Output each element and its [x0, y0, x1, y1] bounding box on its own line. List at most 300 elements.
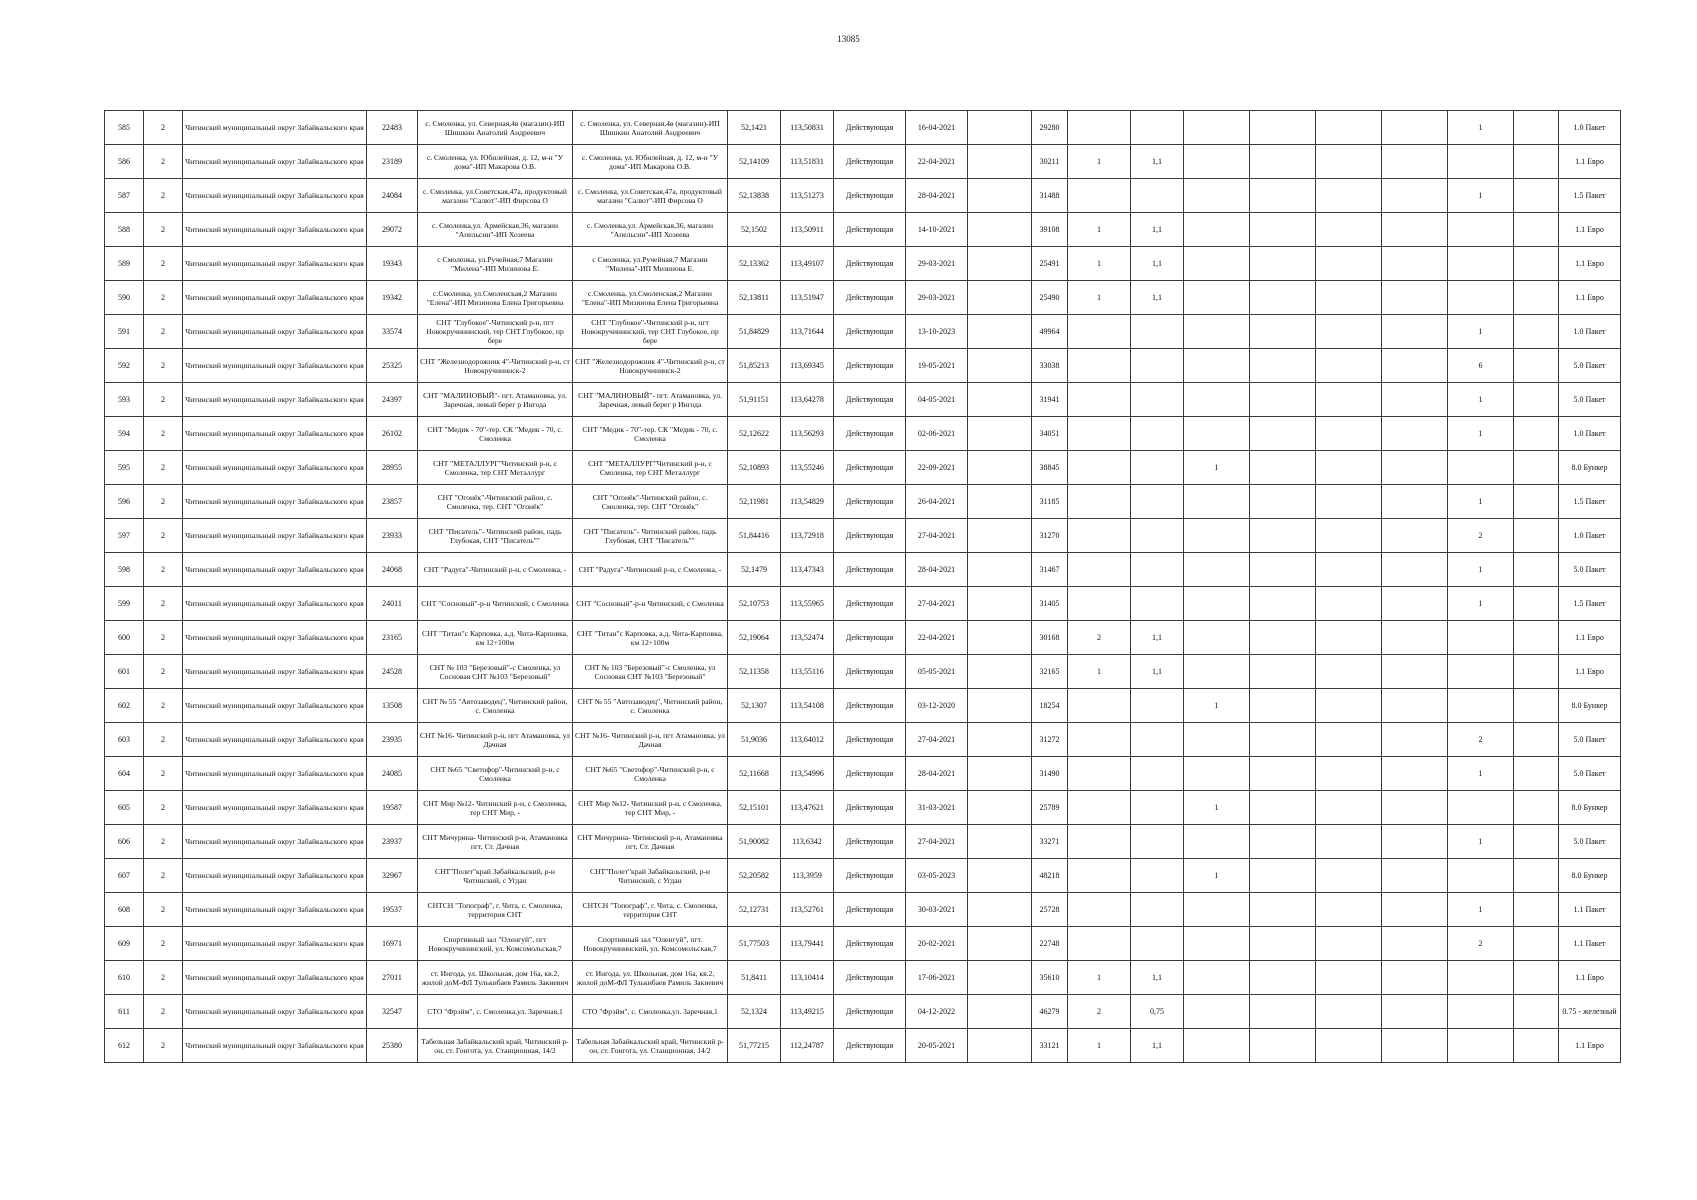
container-count-cell: 1	[1068, 247, 1131, 281]
empty-cell	[1316, 995, 1382, 1029]
empty-cell	[1250, 791, 1316, 825]
empty-cell	[1250, 825, 1316, 859]
row-number-cell: 601	[105, 655, 144, 689]
table-row	[105, 961, 1621, 995]
empty-cell	[968, 655, 1032, 689]
latitude-cell: 51,85213	[728, 349, 781, 383]
empty-cell	[1316, 757, 1382, 791]
code-cell: 2	[144, 757, 183, 791]
container-sites-table	[104, 110, 1621, 1063]
empty-cell	[968, 281, 1032, 315]
empty-cell	[1382, 111, 1448, 145]
site-id-cell: 24084	[367, 179, 418, 213]
registry-number-cell: 31405	[1032, 587, 1068, 621]
site-id-cell: 33574	[367, 315, 418, 349]
empty-cell	[1514, 893, 1559, 927]
registry-number-cell: 30211	[1032, 145, 1068, 179]
site-id-cell: 23189	[367, 145, 418, 179]
bunker-count-cell	[1184, 281, 1250, 315]
owner-address-cell: с. Смоленка, ул. Юбилейная, д. 12, м-н "У дома"-ИП Макарова О.В.	[573, 145, 728, 179]
longitude-cell: 113,56293	[781, 417, 834, 451]
container-type-cell: 5.0 Пакет	[1559, 825, 1621, 859]
empty-cell	[968, 995, 1032, 1029]
package-count-cell: 1	[1448, 825, 1514, 859]
container-count-cell: 1	[1068, 145, 1131, 179]
empty-cell	[1514, 587, 1559, 621]
row-number-cell: 599	[105, 587, 144, 621]
latitude-cell: 52,11668	[728, 757, 781, 791]
empty-cell	[1382, 213, 1448, 247]
empty-cell	[1316, 179, 1382, 213]
latitude-cell: 52,13838	[728, 179, 781, 213]
package-count-cell: 1	[1448, 315, 1514, 349]
latitude-cell: 52,11358	[728, 655, 781, 689]
empty-cell	[1514, 451, 1559, 485]
empty-cell	[1382, 451, 1448, 485]
owner-address-cell: СНТ "Писатель"- Читинский район, падь Глубокая, СНТ "Писатель""	[573, 519, 728, 553]
empty-cell	[1382, 145, 1448, 179]
empty-cell	[968, 315, 1032, 349]
container-volume-cell	[1131, 111, 1184, 145]
empty-cell	[1382, 893, 1448, 927]
package-count-cell: 1	[1448, 553, 1514, 587]
code-cell: 2	[144, 417, 183, 451]
empty-cell	[968, 757, 1032, 791]
code-cell: 2	[144, 553, 183, 587]
latitude-cell: 52,1307	[728, 689, 781, 723]
site-id-cell: 16971	[367, 927, 418, 961]
registry-number-cell: 39108	[1032, 213, 1068, 247]
empty-cell	[1250, 587, 1316, 621]
empty-cell	[1250, 145, 1316, 179]
bunker-count-cell	[1184, 621, 1250, 655]
empty-cell	[1382, 383, 1448, 417]
empty-cell	[1514, 519, 1559, 553]
municipality-cell: Читинский муниципальный округ Забайкальского края	[183, 723, 367, 757]
site-id-cell: 25325	[367, 349, 418, 383]
package-count-cell: 6	[1448, 349, 1514, 383]
container-count-cell	[1068, 825, 1131, 859]
status-cell: Действующая	[834, 553, 906, 587]
code-cell: 2	[144, 859, 183, 893]
empty-cell	[1250, 213, 1316, 247]
empty-cell	[1514, 111, 1559, 145]
owner-address-cell: СНТ "Титан"с Карповка, а.д. Чита-Карповка, км 12+100м	[573, 621, 728, 655]
empty-cell	[1316, 825, 1382, 859]
table-row	[105, 383, 1621, 417]
bunker-count-cell	[1184, 723, 1250, 757]
status-cell: Действующая	[834, 519, 906, 553]
registry-number-cell: 31467	[1032, 553, 1068, 587]
address-cell: СНТ "МАЛИНОВЫЙ"- пгт. Атамановка, ул. Заречная, левый берег р Ингода	[418, 383, 573, 417]
date-cell: 27-04-2021	[906, 587, 968, 621]
municipality-cell: Читинский муниципальный округ Забайкальского края	[183, 179, 367, 213]
container-type-cell: 1.5 Пакет	[1559, 179, 1621, 213]
longitude-cell: 113,55246	[781, 451, 834, 485]
date-cell: 31-03-2021	[906, 791, 968, 825]
status-cell: Действующая	[834, 281, 906, 315]
site-id-cell: 29072	[367, 213, 418, 247]
container-count-cell	[1068, 757, 1131, 791]
bunker-count-cell	[1184, 927, 1250, 961]
latitude-cell: 51,91151	[728, 383, 781, 417]
empty-cell	[1382, 961, 1448, 995]
table-row	[105, 179, 1621, 213]
empty-cell	[968, 791, 1032, 825]
empty-cell	[1250, 179, 1316, 213]
package-count-cell	[1448, 655, 1514, 689]
status-cell: Действующая	[834, 587, 906, 621]
municipality-cell: Читинский муниципальный округ Забайкальского края	[183, 145, 367, 179]
empty-cell	[1382, 247, 1448, 281]
latitude-cell: 51,8411	[728, 961, 781, 995]
code-cell: 2	[144, 995, 183, 1029]
container-volume-cell: 1,1	[1131, 213, 1184, 247]
municipality-cell: Читинский муниципальный округ Забайкальского края	[183, 961, 367, 995]
empty-cell	[1250, 893, 1316, 927]
status-cell: Действующая	[834, 179, 906, 213]
container-count-cell	[1068, 791, 1131, 825]
empty-cell	[1382, 791, 1448, 825]
row-number-cell: 598	[105, 553, 144, 587]
latitude-cell: 52,1324	[728, 995, 781, 1029]
table-row	[105, 213, 1621, 247]
date-cell: 04-12-2022	[906, 995, 968, 1029]
longitude-cell: 113,50911	[781, 213, 834, 247]
municipality-cell: Читинский муниципальный округ Забайкальского края	[183, 247, 367, 281]
empty-cell	[1514, 995, 1559, 1029]
container-volume-cell	[1131, 485, 1184, 519]
table-row	[105, 145, 1621, 179]
container-volume-cell	[1131, 859, 1184, 893]
address-cell: с.Смоленка, ул.Смоленская,2 Магазин "Елена"-ИП Мизинова Елена Григорьевна	[418, 281, 573, 315]
bunker-count-cell	[1184, 893, 1250, 927]
empty-cell	[1316, 519, 1382, 553]
municipality-cell: Читинский муниципальный округ Забайкальского края	[183, 213, 367, 247]
package-count-cell	[1448, 213, 1514, 247]
longitude-cell: 113,54108	[781, 689, 834, 723]
container-type-cell: 1.1 Евро	[1559, 655, 1621, 689]
package-count-cell: 2	[1448, 927, 1514, 961]
bunker-count-cell	[1184, 757, 1250, 791]
container-volume-cell: 1,1	[1131, 655, 1184, 689]
status-cell: Действующая	[834, 1029, 906, 1063]
table-row	[105, 553, 1621, 587]
date-cell: 20-05-2021	[906, 1029, 968, 1063]
empty-cell	[1250, 111, 1316, 145]
site-id-cell: 23933	[367, 519, 418, 553]
package-count-cell: 1	[1448, 587, 1514, 621]
date-cell: 03-05-2023	[906, 859, 968, 893]
address-cell: с. Смоленка, ул. Юбилейная, д. 12, м-н "У дома"-ИП Макарова О.В.	[418, 145, 573, 179]
container-volume-cell	[1131, 383, 1184, 417]
code-cell: 2	[144, 179, 183, 213]
longitude-cell: 113,10414	[781, 961, 834, 995]
container-volume-cell	[1131, 825, 1184, 859]
empty-cell	[1514, 145, 1559, 179]
bunker-count-cell	[1184, 995, 1250, 1029]
date-cell: 13-10-2023	[906, 315, 968, 349]
site-id-cell: 19342	[367, 281, 418, 315]
longitude-cell: 113,54996	[781, 757, 834, 791]
address-cell: ст. Ингода, ул. Школьная, дом 16а, кв.2, жилой доМ-ФЛ Тулькибаев Рамиль Закиевич	[418, 961, 573, 995]
empty-cell	[1514, 927, 1559, 961]
bunker-count-cell	[1184, 961, 1250, 995]
code-cell: 2	[144, 791, 183, 825]
container-count-cell	[1068, 689, 1131, 723]
registry-number-cell: 49964	[1032, 315, 1068, 349]
longitude-cell: 113,6342	[781, 825, 834, 859]
registry-number-cell: 33038	[1032, 349, 1068, 383]
table-row	[105, 281, 1621, 315]
date-cell: 28-04-2021	[906, 179, 968, 213]
table-row	[105, 655, 1621, 689]
registry-number-cell: 29280	[1032, 111, 1068, 145]
empty-cell	[1316, 111, 1382, 145]
date-cell: 27-04-2021	[906, 825, 968, 859]
owner-address-cell: с. Смоленка, ул.Советская,47а, продуктовый магазин "Салют"-ИП Фирсова О	[573, 179, 728, 213]
package-count-cell	[1448, 281, 1514, 315]
longitude-cell: 113,49107	[781, 247, 834, 281]
longitude-cell: 113,51831	[781, 145, 834, 179]
address-cell: СНТ Мир №12- Читинский р-н, с Смоленка, тер СНТ Мир, -	[418, 791, 573, 825]
empty-cell	[1382, 349, 1448, 383]
registry-number-cell: 46279	[1032, 995, 1068, 1029]
bunker-count-cell	[1184, 417, 1250, 451]
empty-cell	[968, 179, 1032, 213]
latitude-cell: 52,12622	[728, 417, 781, 451]
empty-cell	[1514, 723, 1559, 757]
empty-cell	[968, 587, 1032, 621]
longitude-cell: 113,49215	[781, 995, 834, 1029]
date-cell: 27-04-2021	[906, 723, 968, 757]
address-cell: СНТ "Писатель"- Читинский район, падь Глубокая, СНТ "Писатель""	[418, 519, 573, 553]
package-count-cell	[1448, 247, 1514, 281]
container-count-cell: 1	[1068, 213, 1131, 247]
latitude-cell: 52,19064	[728, 621, 781, 655]
owner-address-cell: с.Смоленка, ул.Смоленская,2 Магазин "Елена"-ИП Мизинова Елена Григорьевна	[573, 281, 728, 315]
code-cell: 2	[144, 349, 183, 383]
package-count-cell: 1	[1448, 111, 1514, 145]
status-cell: Действующая	[834, 757, 906, 791]
empty-cell	[1382, 485, 1448, 519]
date-cell: 29-03-2021	[906, 247, 968, 281]
empty-cell	[1316, 1029, 1382, 1063]
container-count-cell: 1	[1068, 1029, 1131, 1063]
latitude-cell: 52,13362	[728, 247, 781, 281]
package-count-cell: 1	[1448, 485, 1514, 519]
bunker-count-cell	[1184, 519, 1250, 553]
row-number-cell: 585	[105, 111, 144, 145]
status-cell: Действующая	[834, 451, 906, 485]
empty-cell	[1250, 247, 1316, 281]
table-row	[105, 689, 1621, 723]
longitude-cell: 113,64012	[781, 723, 834, 757]
owner-address-cell: СНТ "МАЛИНОВЫЙ"- пгт. Атамановка, ул. Заречная, левый берег р Ингода	[573, 383, 728, 417]
empty-cell	[1250, 519, 1316, 553]
row-number-cell: 611	[105, 995, 144, 1029]
package-count-cell	[1448, 621, 1514, 655]
empty-cell	[1316, 383, 1382, 417]
longitude-cell: 113,72918	[781, 519, 834, 553]
container-type-cell: 1.1 Евро	[1559, 247, 1621, 281]
empty-cell	[1250, 961, 1316, 995]
container-volume-cell	[1131, 417, 1184, 451]
container-type-cell: 8.0 Бункер	[1559, 859, 1621, 893]
address-cell: СНТ "Сосновый"-р-н Читинский, с Смоленка	[418, 587, 573, 621]
container-volume-cell	[1131, 927, 1184, 961]
longitude-cell: 113,55965	[781, 587, 834, 621]
address-cell: СНТ "Медик - 70"-тер. СК "Медик - 70, с. Смоленка	[418, 417, 573, 451]
registry-number-cell: 22748	[1032, 927, 1068, 961]
site-id-cell: 13508	[367, 689, 418, 723]
date-cell: 17-06-2021	[906, 961, 968, 995]
date-cell: 03-12-2020	[906, 689, 968, 723]
empty-cell	[1382, 621, 1448, 655]
container-volume-cell	[1131, 723, 1184, 757]
empty-cell	[1514, 485, 1559, 519]
latitude-cell: 52,12731	[728, 893, 781, 927]
status-cell: Действующая	[834, 689, 906, 723]
package-count-cell: 1	[1448, 383, 1514, 417]
empty-cell	[968, 689, 1032, 723]
site-id-cell: 19537	[367, 893, 418, 927]
site-id-cell: 24068	[367, 553, 418, 587]
container-count-cell: 1	[1068, 961, 1131, 995]
municipality-cell: Читинский муниципальный округ Забайкальского края	[183, 553, 367, 587]
latitude-cell: 52,1479	[728, 553, 781, 587]
container-count-cell	[1068, 451, 1131, 485]
container-type-cell: 1.1 Пакет	[1559, 893, 1621, 927]
row-number-cell: 603	[105, 723, 144, 757]
container-count-cell	[1068, 485, 1131, 519]
owner-address-cell: СНТСН "Топограф", г. Чита, с. Смоленка, территория СНТ	[573, 893, 728, 927]
table-row	[105, 519, 1621, 553]
container-count-cell	[1068, 587, 1131, 621]
container-count-cell	[1068, 417, 1131, 451]
empty-cell	[1514, 689, 1559, 723]
bunker-count-cell	[1184, 111, 1250, 145]
latitude-cell: 51,77215	[728, 1029, 781, 1063]
empty-cell	[968, 1029, 1032, 1063]
container-count-cell	[1068, 893, 1131, 927]
empty-cell	[1514, 859, 1559, 893]
package-count-cell	[1448, 1029, 1514, 1063]
code-cell: 2	[144, 315, 183, 349]
status-cell: Действующая	[834, 315, 906, 349]
table-row	[105, 349, 1621, 383]
code-cell: 2	[144, 893, 183, 927]
bunker-count-cell: 1	[1184, 689, 1250, 723]
date-cell: 26-04-2021	[906, 485, 968, 519]
municipality-cell: Читинский муниципальный округ Забайкальского края	[183, 893, 367, 927]
code-cell: 2	[144, 1029, 183, 1063]
owner-address-cell: СНТ "Железнодорожник 4"-Читинский р-н, ст Новокручининск-2	[573, 349, 728, 383]
container-type-cell: 8.0 Бункер	[1559, 451, 1621, 485]
container-type-cell: 1.1 Евро	[1559, 961, 1621, 995]
empty-cell	[1382, 757, 1448, 791]
municipality-cell: Читинский муниципальный округ Забайкальского края	[183, 281, 367, 315]
address-cell: СНТ № 55 "Автозаводец", Читинский район, с. Смоленка	[418, 689, 573, 723]
empty-cell	[1316, 961, 1382, 995]
registry-number-cell: 25728	[1032, 893, 1068, 927]
registry-number-cell: 31272	[1032, 723, 1068, 757]
empty-cell	[1250, 859, 1316, 893]
container-volume-cell	[1131, 553, 1184, 587]
container-volume-cell: 1,1	[1131, 961, 1184, 995]
latitude-cell: 51,77503	[728, 927, 781, 961]
table-row	[105, 315, 1621, 349]
container-count-cell	[1068, 927, 1131, 961]
empty-cell	[1382, 281, 1448, 315]
code-cell: 2	[144, 145, 183, 179]
row-number-cell: 605	[105, 791, 144, 825]
site-id-cell: 28955	[367, 451, 418, 485]
site-id-cell: 24397	[367, 383, 418, 417]
table-row	[105, 825, 1621, 859]
status-cell: Действующая	[834, 723, 906, 757]
row-number-cell: 592	[105, 349, 144, 383]
site-id-cell: 32547	[367, 995, 418, 1029]
municipality-cell: Читинский муниципальный округ Забайкальского края	[183, 621, 367, 655]
date-cell: 22-04-2021	[906, 621, 968, 655]
municipality-cell: Читинский муниципальный округ Забайкальского края	[183, 689, 367, 723]
table-row	[105, 859, 1621, 893]
empty-cell	[968, 417, 1032, 451]
package-count-cell: 2	[1448, 519, 1514, 553]
site-id-cell: 19343	[367, 247, 418, 281]
code-cell: 2	[144, 111, 183, 145]
owner-address-cell: СНТ Мир №12- Читинский р-н, с Смоленка, тер СНТ Мир, -	[573, 791, 728, 825]
container-count-cell	[1068, 179, 1131, 213]
empty-cell	[1316, 145, 1382, 179]
package-count-cell: 1	[1448, 179, 1514, 213]
container-count-cell	[1068, 553, 1131, 587]
container-count-cell: 1	[1068, 655, 1131, 689]
owner-address-cell: СНТ "МЕТАЛЛУРГ"Читинский р-н, с Смоленка, тер СНТ Металлург	[573, 451, 728, 485]
empty-cell	[1514, 213, 1559, 247]
longitude-cell: 113,51947	[781, 281, 834, 315]
row-number-cell: 588	[105, 213, 144, 247]
package-count-cell	[1448, 451, 1514, 485]
container-volume-cell: 1,1	[1131, 1029, 1184, 1063]
bunker-count-cell	[1184, 655, 1250, 689]
table-row	[105, 995, 1621, 1029]
owner-address-cell: с. Смоленка,ул. Армейская,36, магазин "Апельсин"-ИП Хозеева	[573, 213, 728, 247]
empty-cell	[1514, 757, 1559, 791]
container-volume-cell: 1,1	[1131, 621, 1184, 655]
date-cell: 22-04-2021	[906, 145, 968, 179]
empty-cell	[1382, 179, 1448, 213]
table-row	[105, 485, 1621, 519]
bunker-count-cell	[1184, 587, 1250, 621]
empty-cell	[968, 451, 1032, 485]
status-cell: Действующая	[834, 349, 906, 383]
container-volume-cell	[1131, 179, 1184, 213]
empty-cell	[968, 485, 1032, 519]
longitude-cell: 113,51273	[781, 179, 834, 213]
container-type-cell: 1.5 Пакет	[1559, 485, 1621, 519]
status-cell: Действующая	[834, 655, 906, 689]
empty-cell	[1250, 1029, 1316, 1063]
package-count-cell	[1448, 689, 1514, 723]
empty-cell	[1316, 791, 1382, 825]
municipality-cell: Читинский муниципальный округ Забайкальского края	[183, 859, 367, 893]
owner-address-cell: СНТ № 103 "Березовый"-с Смоленка, ул Сосновая СНТ №103 "Березовый"	[573, 655, 728, 689]
empty-cell	[1382, 553, 1448, 587]
row-number-cell: 602	[105, 689, 144, 723]
address-cell: Табельная Забайкальский край, Читинский р-он, ст. Гонгота, ул. Станционная, 14/2	[418, 1029, 573, 1063]
